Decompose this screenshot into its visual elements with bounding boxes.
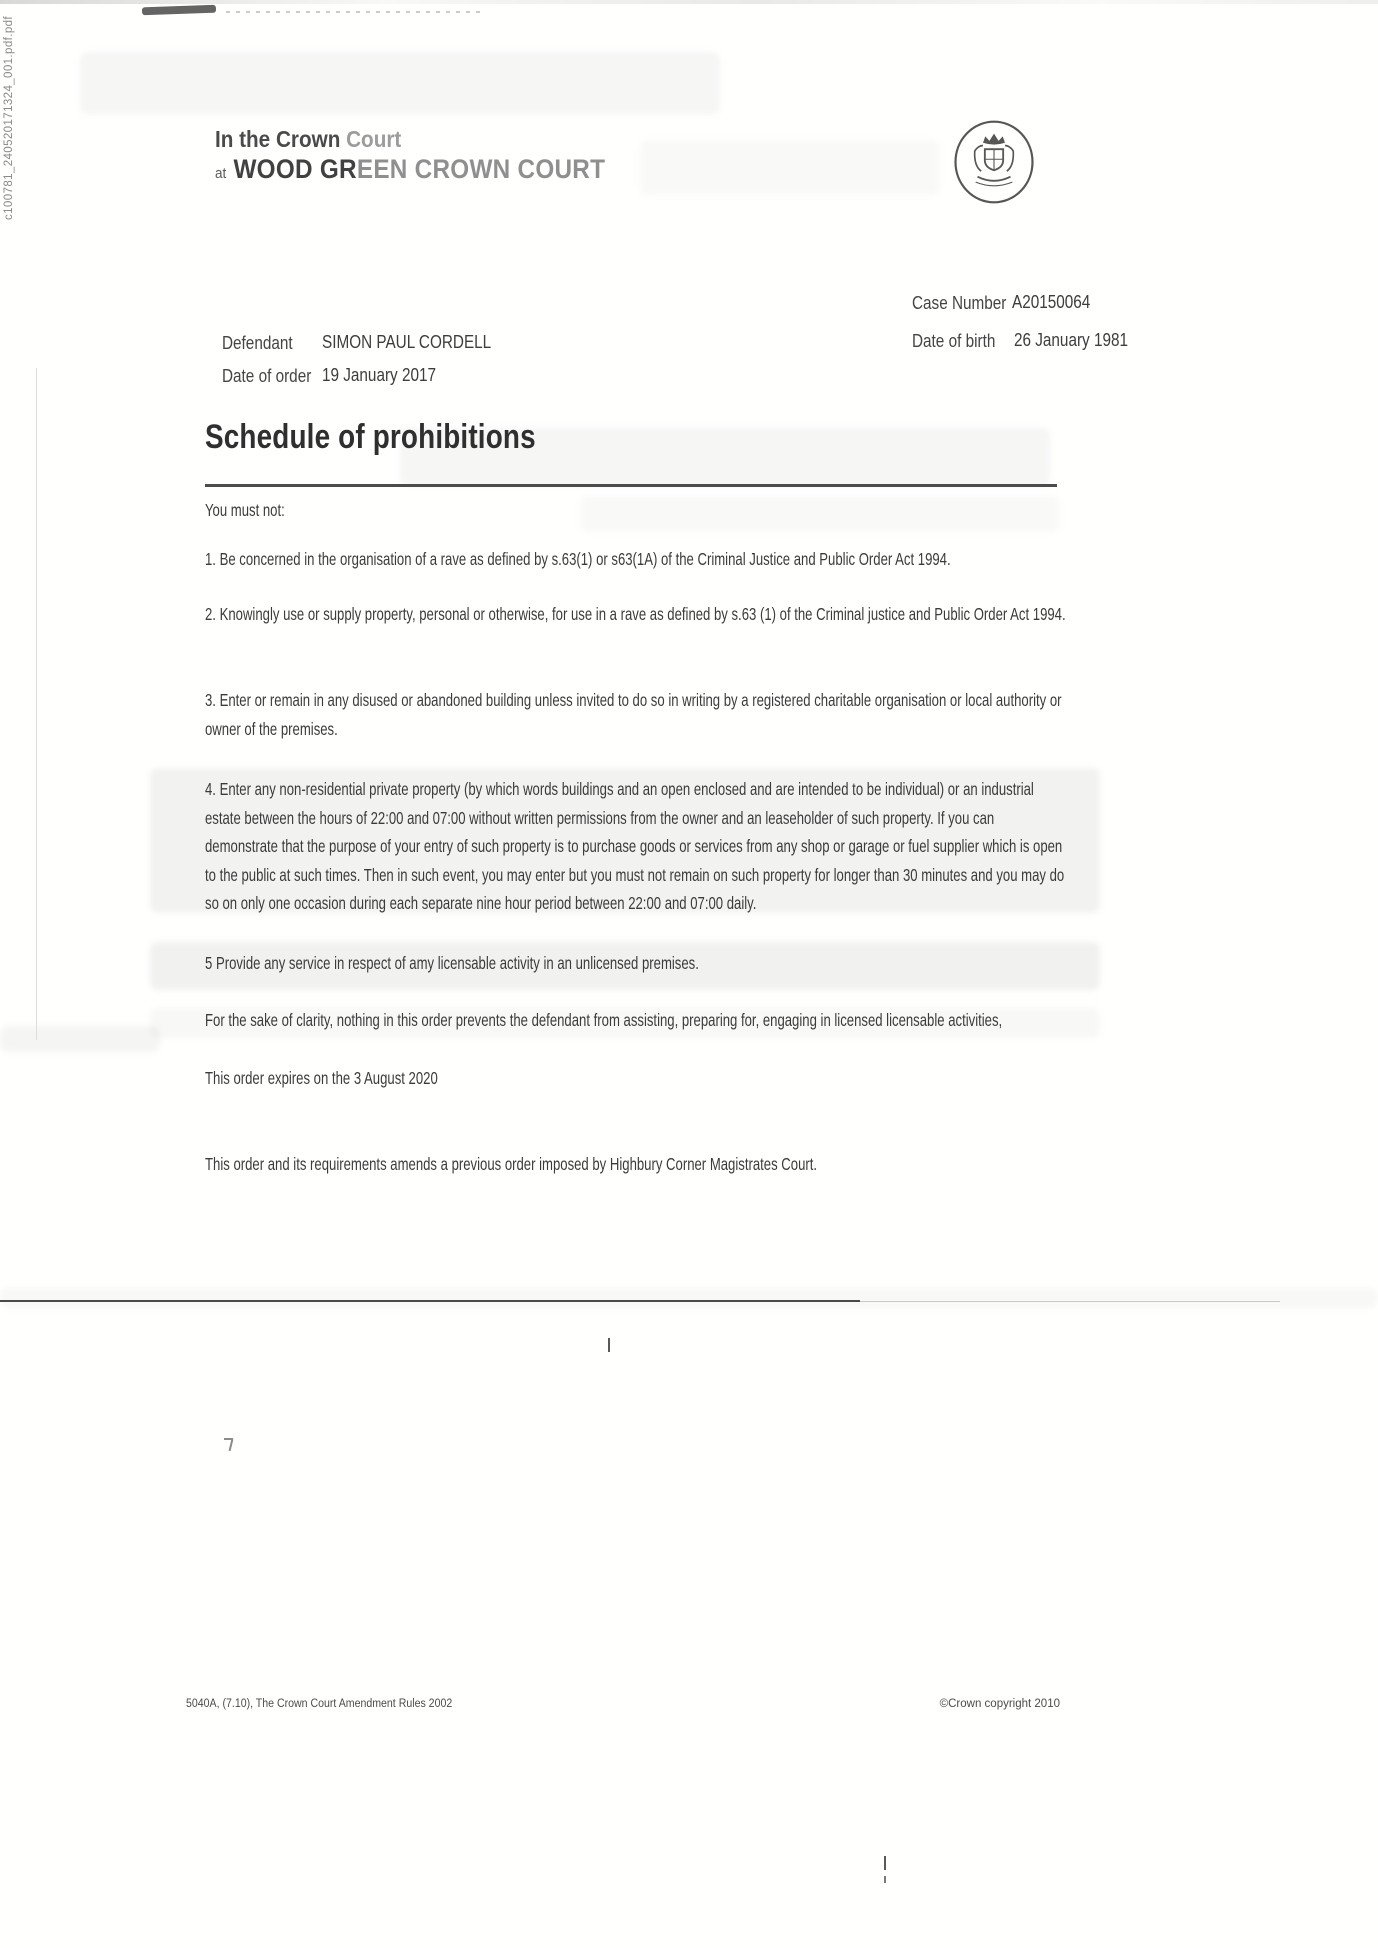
- footer-form-reference: 5040A, (7.10), The Crown Court Amendment Rules 2002: [186, 1698, 453, 1710]
- scan-filename-label: c100781_240520171324_001.pdf.pdf: [3, 16, 15, 221]
- scan-artifact: [142, 5, 216, 16]
- prohibition-item: 4. Enter any non-residential private property (by which words buildings and an open enclosed and are intended to be individual) or an industrial estate between the hours of 22:00 and 07:00 without written permissions from the owner and an leaseholder of such property. If you can demonstrate that the purpose of your entry of such property is to purchase goods or services from any shop or garage or fuel supplier which is open to the public at such times. Then in such event, you may enter but you must not remain on such property for longer than 30 minutes and you may do so on only one occasion during each separate nine hour period between 22:00 and 07:00 daily.: [205, 779, 1065, 913]
- scan-smudge: [0, 1288, 1378, 1308]
- scan-edge-artifact: [0, 0, 1378, 4]
- expiry-paragraph: This order expires on the 3 August 2020: [205, 1068, 438, 1088]
- scan-smudge: [80, 52, 720, 114]
- date-of-birth-value: 26 January 1981: [1014, 330, 1128, 350]
- separator-line: [0, 1300, 860, 1302]
- case-number-value: A20150064: [1012, 292, 1091, 312]
- intro-text: You must not:: [205, 500, 285, 520]
- scan-smudge: [0, 1026, 160, 1052]
- court-header-dark: In the Crown: [215, 126, 341, 152]
- scan-stray-mark: [229, 1439, 234, 1451]
- clarity-paragraph: For the sake of clarity, nothing in this order prevents the defendant from assisting, preparing for, engaging in licensed licensable activities,: [205, 1010, 1003, 1030]
- court-name-dark: WOOD GR: [233, 154, 357, 184]
- title-underline: [205, 484, 1057, 487]
- scan-margin-line: [36, 368, 37, 1040]
- defendant-label: Defendant: [222, 333, 293, 353]
- prohibition-item: 3. Enter or remain in any disused or abandoned building unless invited to do so in writing by a registered charitable organisation or local authority or owner of the premises.: [205, 690, 1062, 739]
- date-of-order-label: Date of order: [222, 366, 312, 386]
- scan-tick-mark: [884, 1856, 886, 1870]
- prohibition-item: 5 Provide any service in respect of amy licensable activity in an unlicensed premises.: [205, 953, 699, 973]
- page-title: Schedule of prohibitions: [205, 418, 536, 456]
- scan-smudge: [640, 140, 940, 195]
- court-header-light: Court: [346, 126, 402, 152]
- separator-line-faint: [860, 1301, 1280, 1302]
- date-of-birth-label: Date of birth: [912, 331, 996, 351]
- footer-copyright: ©Crown copyright 2010: [939, 1698, 1060, 1710]
- court-header-line: [215, 126, 401, 153]
- defendant-name: SIMON PAUL CORDELL: [322, 332, 492, 352]
- case-number-label: Case Number: [912, 293, 1007, 313]
- scan-tick-mark: [884, 1876, 886, 1883]
- at-label: at: [215, 165, 227, 182]
- prohibition-item: 2. Knowingly use or supply property, personal or otherwise, for use in a rave as defined by s.63 (1) of the Criminal justice and Public Order Act 1994.: [205, 604, 1066, 624]
- scan-tick-mark: [608, 1338, 610, 1352]
- scan-artifact: [226, 11, 486, 13]
- prohibition-item: 1. Be concerned in the organisation of a rave as defined by s.63(1) or s63(1A) of the Criminal Justice and Public Order Act 1994.: [205, 549, 951, 569]
- amendment-paragraph: This order and its requirements amends a previous order imposed by Highbury Corner Magistrates Court.: [205, 1154, 818, 1174]
- court-name-line: [215, 154, 605, 185]
- court-name-light: EEN CROWN COURT: [356, 154, 606, 184]
- royal-coat-of-arms-icon: [948, 118, 1040, 211]
- date-of-order-value: 19 January 2017: [322, 365, 436, 385]
